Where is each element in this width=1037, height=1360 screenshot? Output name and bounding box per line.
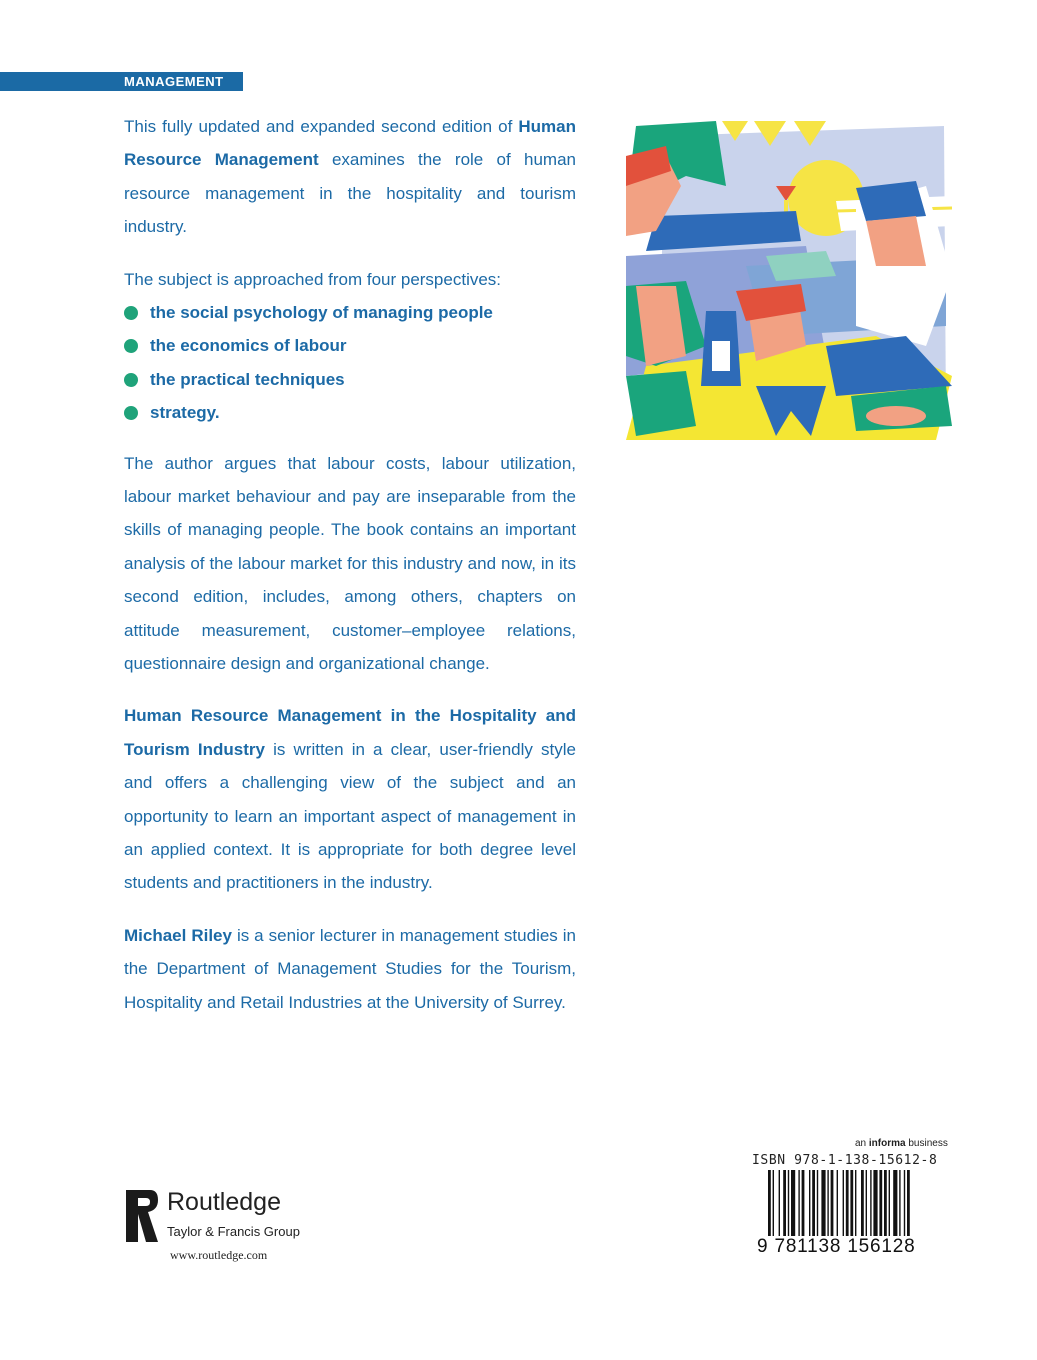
barcode-bar <box>831 1170 834 1241</box>
barcode-bar <box>773 1170 774 1241</box>
barcode-bar <box>768 1170 771 1241</box>
author-bio: is a senior lecturer in management studies in the Department of Management Studies for the Tourism, Hospitality and Retail Industries at the University of Surrey. <box>124 925 576 1012</box>
publisher-url: www.routledge.com <box>170 1248 268 1262</box>
barcode-bar <box>791 1170 795 1241</box>
author-paragraph <box>124 919 576 1019</box>
author-name: Michael Riley <box>124 925 232 945</box>
barcode-bar <box>884 1170 887 1241</box>
isbn-text: ISBN 978-1-138-15612-8 <box>752 1153 938 1168</box>
bullet-icon <box>124 339 138 353</box>
category-bar <box>0 72 243 91</box>
blurb-column <box>124 110 576 1019</box>
argument-paragraph: The author argues that labour costs, labour utilization, labour market behaviour and pay are inseparable from the skills of managing people. The book contains an important analysis of the labour market for this industry and now, in its second edition, includes, among others, chapters on attitude measurement, customer–employee relations, questionnaire design and organizational change. <box>124 453 576 674</box>
barcode-bar <box>812 1170 815 1241</box>
barcode-bar <box>870 1170 871 1241</box>
barcode-bar <box>846 1170 849 1241</box>
barcode-bar <box>904 1170 905 1241</box>
barcode-bar <box>866 1170 867 1241</box>
barcode-bar <box>907 1170 910 1241</box>
barcode-bar <box>855 1170 856 1241</box>
barcode-bar <box>873 1170 877 1241</box>
intro-suffix: examines the role of human resource management in the hospitality and tourism industry. <box>124 150 576 237</box>
perspectives-list <box>124 296 576 430</box>
barcode-bar <box>837 1170 838 1241</box>
barcode-bar <box>893 1170 897 1241</box>
hospitality-illustration <box>626 116 952 440</box>
list-item: the social psychology of managing people <box>124 296 576 329</box>
barcode <box>768 1170 950 1241</box>
intro-prefix: This fully updated and expanded second edition of <box>124 117 519 136</box>
perspectives-lead: The subject is approached from four perspectives: <box>124 269 502 289</box>
category-label: MANAGEMENT <box>124 74 224 89</box>
barcode-bar <box>788 1170 789 1241</box>
intro-book-title: Human Resource Management <box>124 117 576 170</box>
barcode-bar <box>861 1170 864 1241</box>
barcode-bar <box>843 1170 844 1241</box>
barcode-digits: 9 781138 156128 <box>757 1236 916 1257</box>
publisher-group: Taylor & Francis Group <box>167 1224 300 1239</box>
bullet-icon <box>124 306 138 320</box>
barcode-bar <box>827 1170 828 1241</box>
barcode-bar <box>821 1170 825 1241</box>
barcode-bar <box>798 1170 799 1241</box>
barcode-bar <box>817 1170 818 1241</box>
list-item: the practical techniques <box>124 363 576 396</box>
barcode-bar <box>809 1170 810 1241</box>
list-item: the economics of labour <box>124 329 576 362</box>
barcode-bar <box>899 1170 900 1241</box>
barcode-bar <box>879 1170 882 1241</box>
summary-text: is written in a clear, user-friendly style and offers a challenging view of the subject and an opportunity to learn an important aspect of management in an applied context. It is appropriate for both degree level students and practitioners in the industry. <box>124 739 576 893</box>
summary-book-title: Human Resource Management in the Hospitality and Tourism Industry <box>124 706 576 759</box>
barcode-bar <box>783 1170 786 1241</box>
list-item: strategy. <box>124 396 576 429</box>
barcode-bar <box>889 1170 890 1241</box>
barcode-bar <box>850 1170 853 1241</box>
barcode-bar <box>802 1170 805 1241</box>
bullet-icon <box>124 373 138 387</box>
barcode-bar <box>779 1170 780 1241</box>
summary-paragraph <box>124 699 576 899</box>
routledge-logo-icon <box>120 1188 160 1244</box>
intro-paragraph <box>124 110 576 244</box>
bullet-icon <box>124 406 138 420</box>
informa-tagline: an informa business <box>855 1138 948 1149</box>
publisher-name: Routledge <box>167 1188 281 1216</box>
